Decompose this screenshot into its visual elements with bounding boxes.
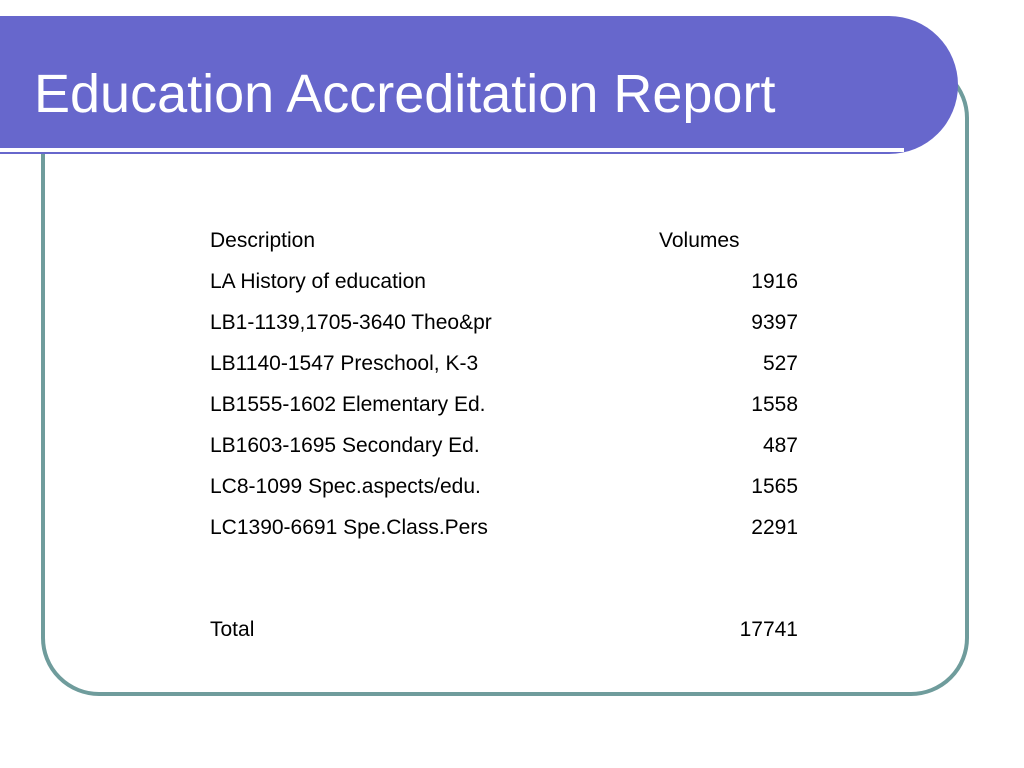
row-volumes: 1558 <box>751 393 798 416</box>
row-volumes: 1565 <box>751 475 798 498</box>
table-row <box>210 263 810 304</box>
table-spacer <box>210 550 810 611</box>
table-row <box>210 386 810 427</box>
table-row <box>210 427 810 468</box>
row-volumes: 1916 <box>751 270 798 293</box>
total-label: Total <box>210 618 255 641</box>
table-row <box>210 468 810 509</box>
row-description: LB1603-1695 Secondary Ed. <box>210 434 480 457</box>
table-header-row <box>210 222 810 263</box>
row-volumes: 9397 <box>751 311 798 334</box>
table-row <box>210 345 810 386</box>
page-title: Education Accreditation Report <box>34 64 776 124</box>
row-description: LB1555-1602 Elementary Ed. <box>210 393 486 416</box>
table-row <box>210 304 810 345</box>
row-description: LB1-1139,1705-3640 Theo&pr <box>210 311 492 334</box>
header-description: Description <box>210 229 316 252</box>
row-volumes: 2291 <box>751 516 798 539</box>
row-description: LB1140-1547 Preschool, K-3 <box>210 352 479 375</box>
row-description: LA History of education <box>210 270 426 293</box>
header-volumes: Volumes <box>659 229 740 252</box>
table-row <box>210 509 810 550</box>
total-value: 17741 <box>739 618 798 641</box>
volumes-table <box>210 222 810 652</box>
row-volumes: 527 <box>762 352 798 375</box>
row-volumes: 487 <box>762 434 798 457</box>
row-description: LC1390-6691 Spe.Class.Pers <box>210 516 488 539</box>
title-banner <box>0 16 958 154</box>
row-description: LC8-1099 Spec.aspects/edu. <box>210 475 481 498</box>
title-underline <box>0 148 904 152</box>
table-total-row <box>210 611 810 652</box>
